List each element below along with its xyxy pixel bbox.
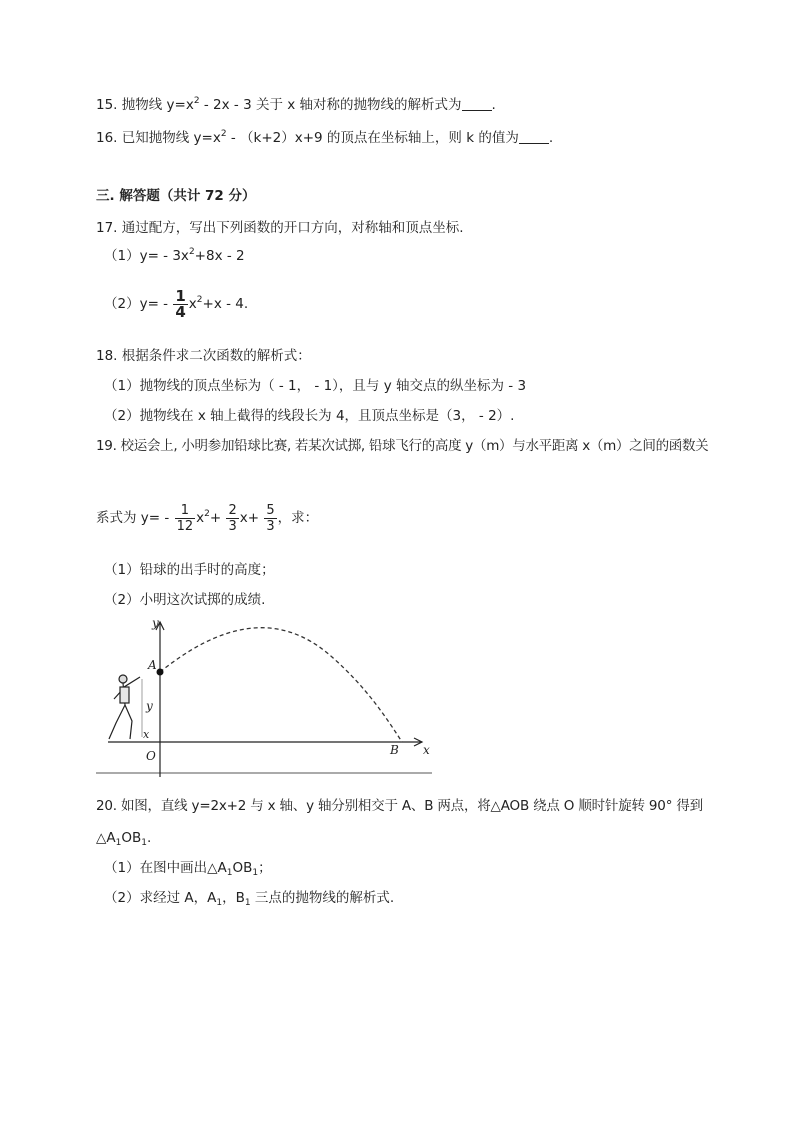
q17-p2-prefix: （2）y= - [104, 296, 169, 312]
q19-f2-denominator: 3 [228, 518, 237, 534]
q19-formula [96, 500, 318, 536]
origin-label: O [146, 749, 156, 763]
q20-s2-a: △A [96, 830, 116, 846]
q19-part-2: （2）小明这次试掷的成绩. [104, 592, 266, 608]
q20-p2-end: 三点的抛物线的解析式. [250, 890, 395, 906]
q20-p2-a: （2）求经过 A，A [104, 890, 217, 906]
q18-part-2: （2）抛物线在 x 轴上截得的线段长为 4，且顶点坐标是（3， - 2）. [104, 408, 515, 424]
q19-formula-prefix: 系式为 y= - [96, 510, 170, 526]
q15-prefix: 15. 抛物线 y=x [96, 97, 194, 113]
q15-exponent: 2 [193, 96, 200, 106]
q20-s2-sub2: 1 [141, 838, 147, 848]
q19-f2-numerator: 2 [228, 502, 237, 518]
q17-p2-suffix: +x - 4. [202, 296, 249, 312]
q17-part-2 [104, 287, 248, 321]
q20-part-1 [104, 858, 272, 878]
point-a-dot [157, 669, 164, 676]
q20-p1-sub1: 1 [226, 868, 233, 878]
question-16 [96, 128, 553, 148]
q19-fraction-1 [175, 503, 196, 534]
q16-prefix: 16. 已知抛物线 y=x [96, 130, 221, 146]
q20-p1-a: （1）在图中画出△A [104, 860, 227, 876]
point-b-label: B [390, 743, 399, 757]
q17-p1-suffix: +8x - 2 [194, 248, 245, 264]
q20-p1-end: ； [258, 860, 272, 876]
q19-f3-denominator: 3 [266, 518, 275, 534]
athlete-figure [109, 675, 140, 739]
q15-end: . [491, 97, 496, 113]
q20-stem-line-1: 20. 如图，直线 y=2x+2 与 x 轴、y 轴分别相交于 A、B 两点，将△AOB 绕点 O 顺时针旋转 90° 得到 [96, 798, 703, 814]
q16-suffix: - （k+2）x+9 的顶点在坐标轴上，则 k 的值为 [226, 130, 519, 146]
q19-f1-numerator: 1 [175, 503, 196, 519]
q19-fraction-2 [226, 503, 238, 534]
q20-p2-sub1: 1 [216, 898, 223, 908]
x-axis-label: x [423, 743, 430, 757]
q20-s2-end: . [146, 830, 152, 846]
q19-f2-x: x+ [239, 510, 260, 526]
parabola-path [160, 628, 402, 742]
q20-s2-sub1: 1 [115, 838, 122, 848]
point-a-label: A [148, 658, 157, 672]
q15-answer-blank[interactable] [462, 96, 492, 111]
q17-p2-denominator: 4 [175, 302, 186, 321]
q20-p2-sub2: 1 [244, 898, 251, 908]
q20-s2-b: OB [121, 830, 142, 846]
q17-p2-x: x [188, 296, 197, 312]
q18-stem: 18. 根据条件求二次函数的解析式： [96, 348, 311, 364]
q20-p2-b: ，B [222, 890, 245, 906]
q20-p1-b: OB [232, 860, 253, 876]
q19-plus-1: + [209, 510, 222, 526]
q19-fraction-3 [264, 503, 276, 534]
q19-f3-numerator: 5 [266, 502, 275, 518]
q20-part-2 [104, 888, 394, 908]
q19-part-1: （1）铅球的出手时的高度； [104, 562, 275, 578]
q17-p2-fraction [173, 286, 187, 321]
section-3-heading: 三. 解答题（共计 72 分） [96, 188, 256, 204]
q17-p1-exponent: 2 [188, 247, 195, 257]
height-y-label: y [146, 699, 153, 713]
q17-p2-numerator: 1 [175, 286, 186, 305]
q16-exponent: 2 [220, 129, 227, 139]
q19-stem: 19. 校运会上, 小明参加铅球比赛, 若某次试掷, 铅球飞行的高度 y（m）与水平距离 x（m）之间的函数关 [96, 438, 709, 454]
distance-x-label: x [143, 728, 150, 741]
q15-suffix: - 2x - 3 关于 x 轴对称的抛物线的解析式为 [199, 97, 462, 113]
q16-end: . [548, 130, 554, 146]
q19-f1-exponent: 2 [204, 509, 210, 519]
q18-part-1: （1）抛物线的顶点坐标为（ - 1， - 1），且与 y 轴交点的纵坐标为 - 3 [104, 378, 527, 394]
q16-answer-blank[interactable] [519, 129, 549, 144]
q20-p1-sub2: 1 [252, 868, 259, 878]
question-15 [96, 95, 496, 115]
shot-put-figure [96, 617, 432, 777]
q19-f1-x: x [196, 510, 205, 526]
q20-stem-line-2 [96, 828, 151, 848]
q17-p2-exponent: 2 [196, 295, 203, 305]
y-axis-label: y [152, 617, 159, 630]
q19-f1-denominator: 12 [176, 518, 194, 534]
q17-p1-prefix: （1）y= - 3x [104, 248, 189, 264]
q19-formula-end: ，求： [277, 510, 319, 526]
q17-stem: 17. 通过配方，写出下列函数的开口方向，对称轴和顶点坐标. [96, 220, 464, 236]
q17-part-1 [104, 246, 245, 266]
